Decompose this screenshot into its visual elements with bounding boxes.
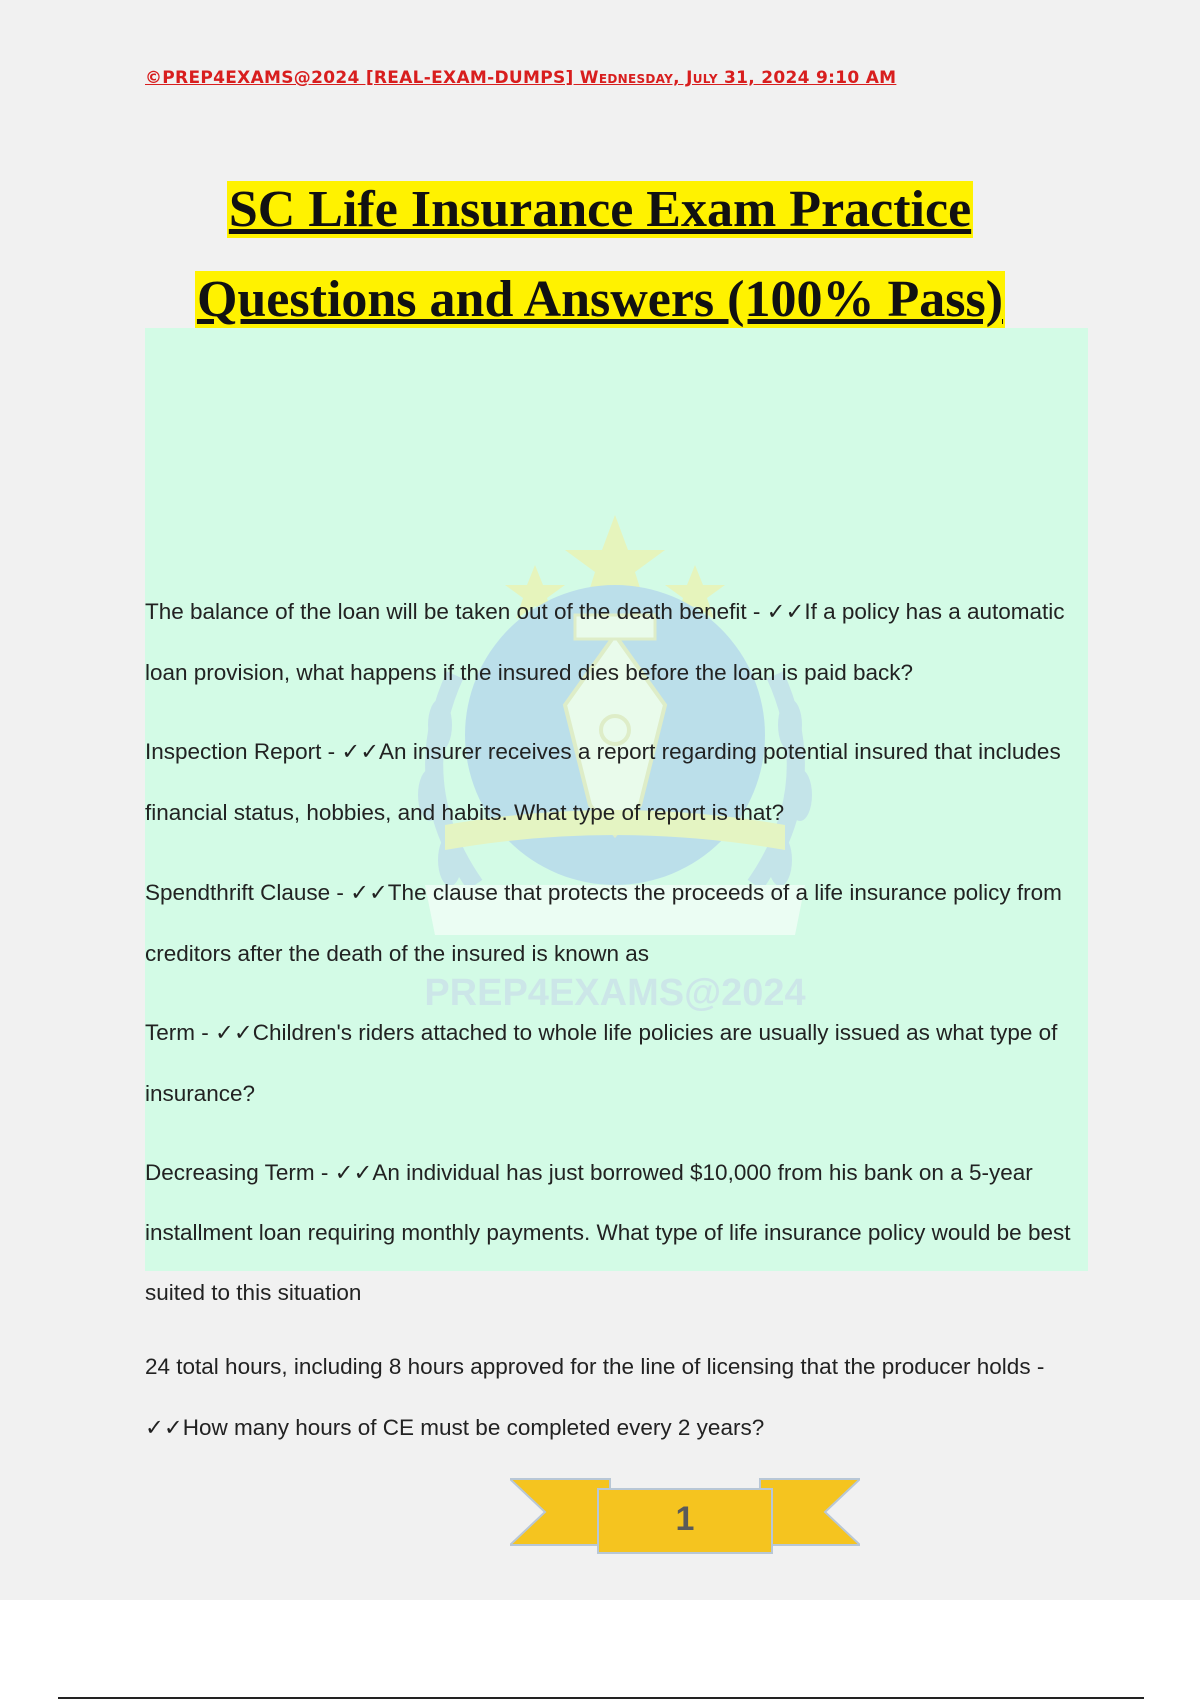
title-text-1: SC Life Insurance Exam Practice bbox=[228, 181, 972, 238]
qa-entry-2: Inspection Report - ✓✓An insurer receives a report regarding potential insured that includes financial status, hobbies, and habits. What type of report is that? bbox=[145, 739, 1061, 825]
qa-entry-4: Term - ✓✓Children's riders attached to whole life policies are usually issued as what type of insurance? bbox=[145, 1020, 1058, 1106]
qa-entry-1: The balance of the loan will be taken out of the death benefit - ✓✓If a policy has a automatic loan provision, what happens if the insured dies before the loan is paid back? bbox=[145, 599, 1065, 685]
document-title-line-2 bbox=[0, 270, 1200, 330]
footer-divider bbox=[58, 1697, 1144, 1699]
page-header: ©PREP4EXAMS@2024 [REAL-EXAM-DUMPS] Wednesday, July 31, 2024 9:10 AM bbox=[145, 68, 897, 88]
page-number: 1 bbox=[675, 1500, 695, 1538]
qa-entry-3: Spendthrift Clause - ✓✓The clause that protects the proceeds of a life insurance policy from creditors after the death of the insured is known as bbox=[145, 880, 1062, 966]
title-text-2: Questions and Answers (100% Pass) bbox=[196, 271, 1004, 328]
qa-entry-5: Decreasing Term - ✓✓An individual has just borrowed $10,000 from his bank on a 5-year installment loan requiring monthly payments. What type of life insurance policy would be best suited to this situation bbox=[145, 1160, 1071, 1305]
document-title-line-1 bbox=[0, 180, 1200, 240]
qa-entry-6: 24 total hours, including 8 hours approved for the line of licensing that the producer holds - ✓✓How many hours of CE must be completed every 2 years? bbox=[145, 1354, 1045, 1440]
watermark-text: PREP4EXAMS@2024 bbox=[424, 972, 806, 1014]
